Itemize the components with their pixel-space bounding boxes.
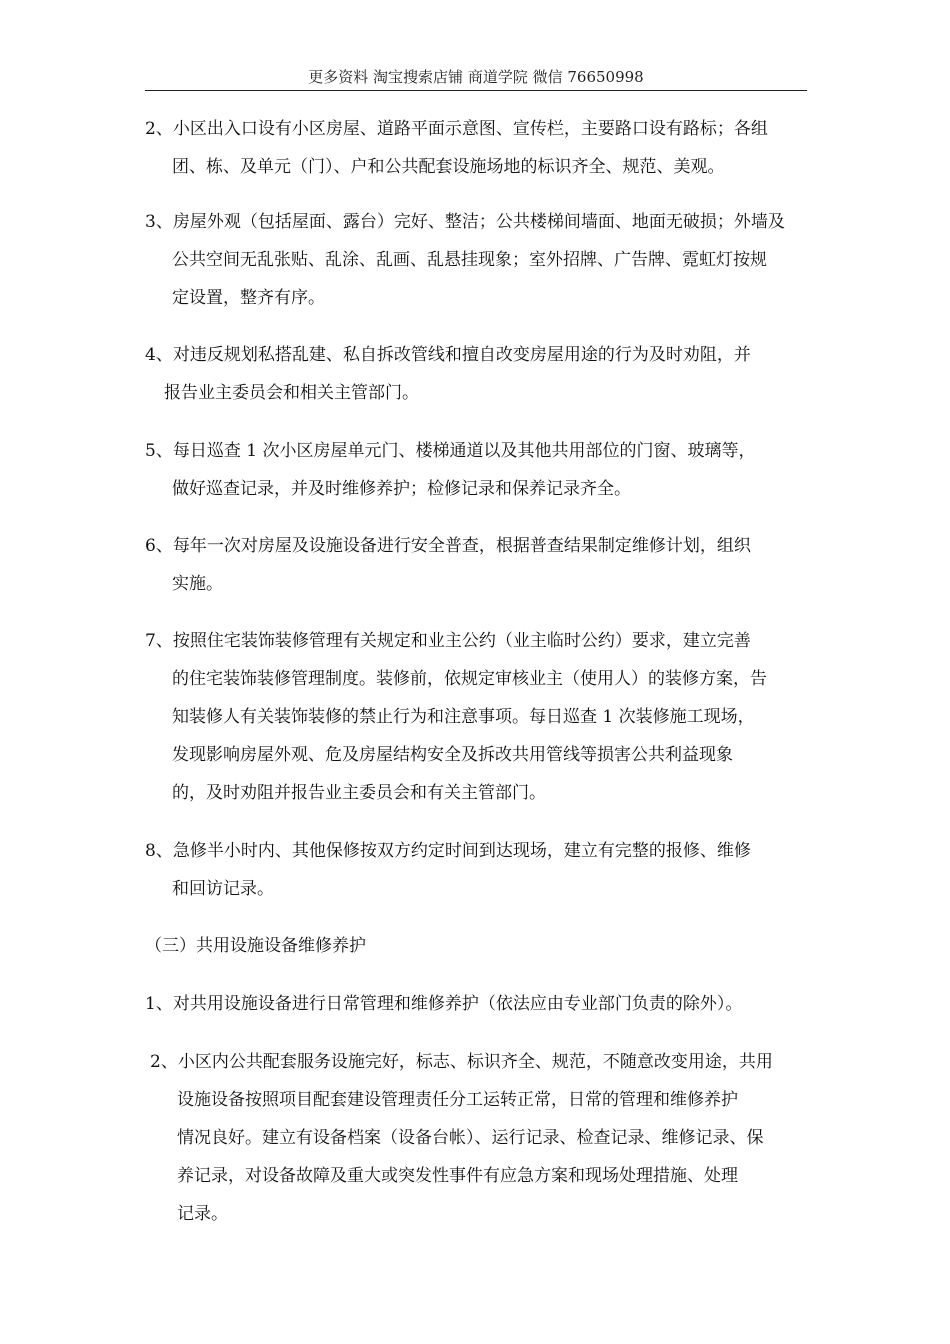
paragraph-line: 4、对违反规划私搭乱建、私自拆改管线和擅自改变房屋用途的行为及时劝阻，并	[145, 345, 751, 365]
paragraph-line: 定设置，整齐有序。	[172, 288, 325, 308]
paragraph-line: 情况良好。建立有设备档案（设备台帐）、运行记录、检查记录、维修记录、保	[177, 1128, 764, 1148]
paragraph-line: 团、栋、及单元（门）、户和公共配套设施场地的标识齐全、规范、美观。	[172, 157, 725, 177]
section-heading	[145, 927, 366, 965]
paragraph-line: 和回访记录。	[172, 879, 274, 899]
paragraph-item-6	[145, 527, 751, 603]
paragraph-line: 记录。	[177, 1204, 228, 1224]
paragraph-item-8	[145, 832, 751, 908]
paragraph-line: 公共空间无乱张贴、乱涂、乱画、乱悬挂现象；室外招牌、广告牌、霓虹灯按规	[172, 250, 767, 270]
paragraph-item-4	[145, 336, 751, 412]
paragraph-item-2	[145, 110, 768, 186]
paragraph-line: 1、对共用设施设备进行日常管理和维修养护（依法应由专业部门负责的除外）。	[145, 994, 743, 1014]
paragraph-item-5	[145, 432, 755, 508]
page-header: 更多资料 淘宝搜索店铺 商道学院 微信 76650998	[145, 66, 807, 91]
paragraph-line: 报告业主委员会和相关主管部门。	[164, 383, 419, 403]
paragraph-item-1	[145, 985, 742, 1023]
paragraph-item-7	[145, 622, 767, 812]
paragraph-line: 发现影响房屋外观、危及房屋结构安全及拆改共用管线等损害公共利益现象	[172, 745, 733, 765]
paragraph-line: 知装修人有关装饰装修的禁止行为和注意事项。每日巡查 1 次装修施工现场，	[172, 707, 755, 727]
paragraph-line: 做好巡查记录，并及时维修养护；检修记录和保养记录齐全。	[172, 479, 631, 499]
paragraph-line: 设施设备按照项目配套建设管理责任分工运转正常，日常的管理和维修养护	[177, 1090, 738, 1110]
paragraph-line: 5、每日巡查 1 次小区房屋单元门、楼梯通道以及其他共用部位的门窗、玻璃等，	[145, 441, 756, 461]
paragraph-line: 2、小区出入口设有小区房屋、道路平面示意图、宣传栏，主要路口设有路标；各组	[145, 119, 768, 139]
paragraph-item-3	[145, 203, 785, 317]
section-heading-text: （三）共用设施设备维修养护	[145, 936, 366, 956]
paragraph-line: 3、房屋外观（包括屋面、露台）完好、整洁；公共楼梯间墙面、地面无破损；外墙及	[145, 212, 785, 232]
paragraph-line: 实施。	[172, 574, 223, 594]
paragraph-item-2b	[150, 1043, 773, 1233]
paragraph-line: 的，及时劝阻并报告业主委员会和有关主管部门。	[172, 783, 546, 803]
paragraph-line: 养记录，对设备故障及重大或突发性事件有应急方案和现场处理措施、处理	[177, 1166, 738, 1186]
paragraph-line: 的住宅装饰装修管理制度。装修前，依规定审核业主（使用人）的装修方案，告	[172, 669, 767, 689]
paragraph-line: 7、按照住宅装饰装修管理有关规定和业主公约（业主临时公约）要求，建立完善	[145, 631, 751, 651]
paragraph-line: 8、急修半小时内、其他保修按双方约定时间到达现场，建立有完整的报修、维修	[145, 841, 751, 861]
paragraph-line: 6、每年一次对房屋及设施设备进行安全普查，根据普查结果制定维修计划，组织	[145, 536, 751, 556]
paragraph-line: 2、小区内公共配套服务设施完好，标志、标识齐全、规范，不随意改变用途，共用	[150, 1052, 773, 1072]
